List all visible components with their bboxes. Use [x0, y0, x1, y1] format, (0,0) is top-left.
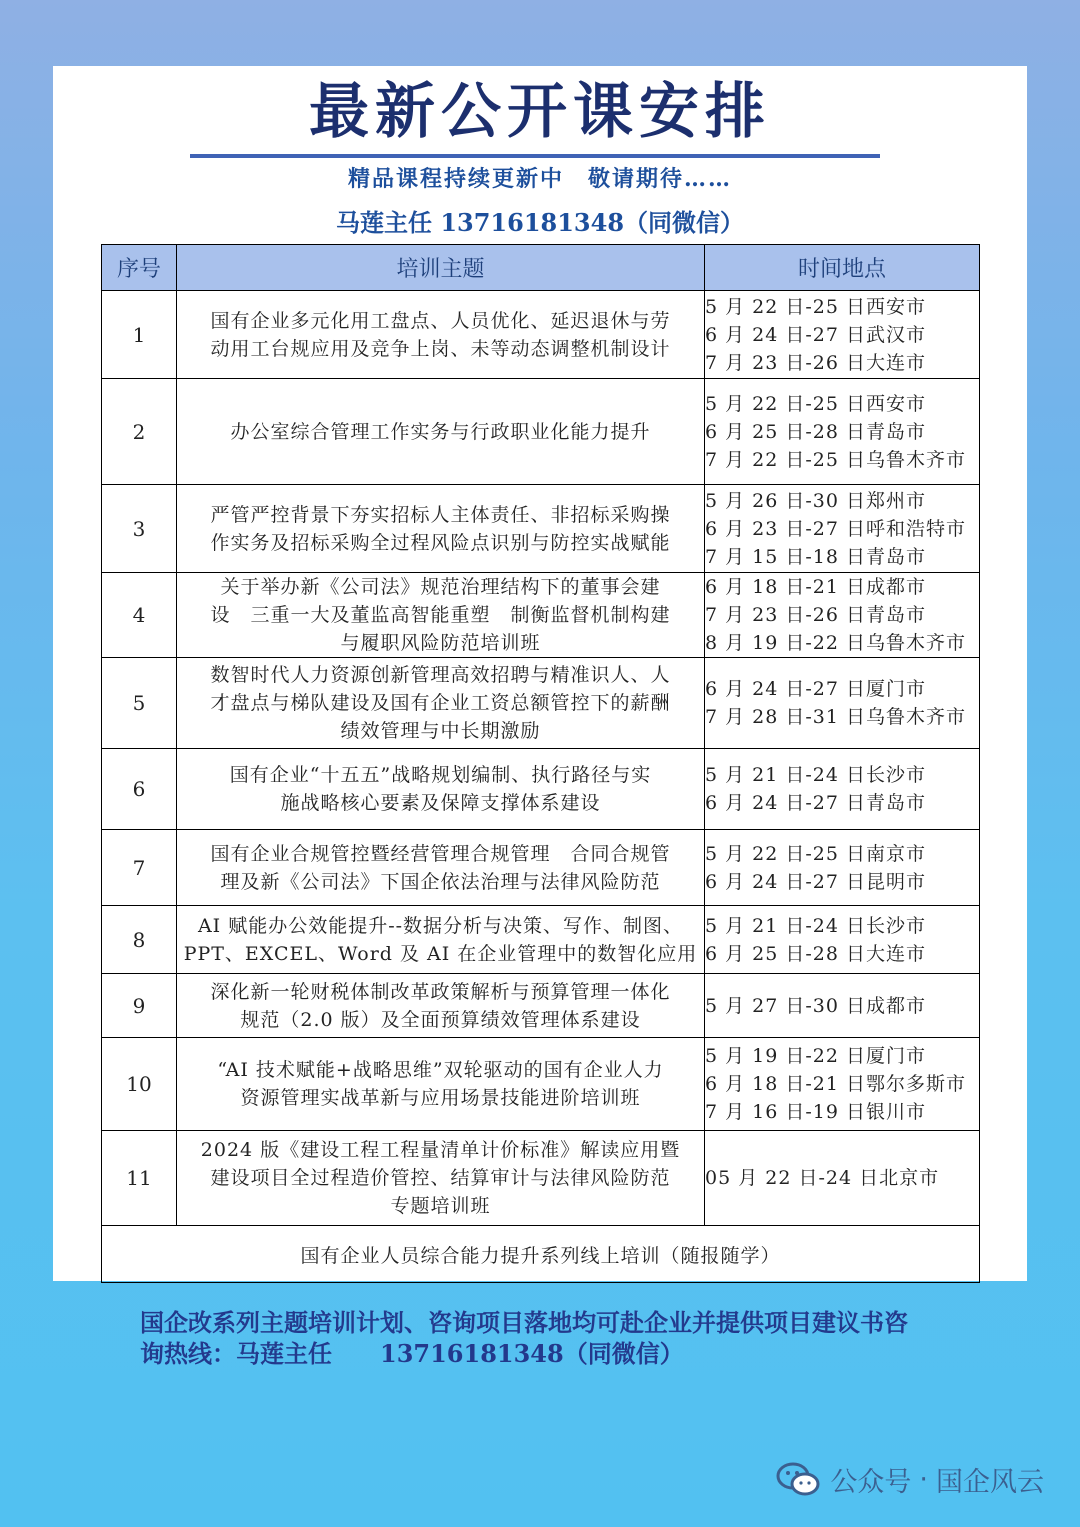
table-row [102, 830, 980, 906]
course-topic-line: 国有企业多元化用工盘点、人员优化、延迟退休与劳 [210, 309, 671, 332]
table-row [102, 906, 980, 974]
schedule-entry: 05 月 22 日-24 日北京市 [705, 1167, 940, 1189]
course-index: 7 [102, 830, 177, 906]
course-topic-line: 资源管理实战革新与应用场景技能进阶培训班 [240, 1087, 641, 1109]
course-schedule [705, 749, 980, 830]
course-topic-line: 绩效管理与中长期激励 [340, 720, 541, 742]
table-header-row [102, 245, 980, 291]
course-topic-line: 国有企业“十五五”战略规划编制、执行路径与实 [229, 764, 652, 786]
schedule-entry: 6 月 24 日-27 日青岛市 [705, 792, 927, 814]
online-training-note: 国有企业人员综合能力提升系列线上培训（随报随学） [102, 1226, 980, 1283]
course-schedule [705, 974, 980, 1038]
subtitle: 精品课程持续更新中 敬请期待…… [347, 166, 732, 192]
schedule-entry: 5 月 27 日-30 日成都市 [705, 994, 927, 1017]
course-topic-line: 专题培训班 [390, 1195, 491, 1217]
course-index: 2 [102, 379, 177, 485]
course-schedule [705, 1131, 980, 1226]
schedule-entry: 5 月 19 日-22 日厦门市 [705, 1045, 927, 1067]
course-schedule [705, 485, 980, 573]
course-topic [177, 1038, 705, 1131]
course-topic-line: 数智时代人力资源创新管理高效招聘与精准识人、人 [210, 664, 671, 686]
course-topic-line: 理及新《公司法》下国企依法治理与法律风险防范 [220, 870, 661, 893]
platform-label: 公众号 [830, 1467, 912, 1498]
table-row [102, 1038, 980, 1131]
account-brand [776, 1460, 1044, 1499]
contact-line: 马莲主任 13716181348（同微信） [335, 208, 745, 237]
consulting-note [140, 1307, 970, 1369]
course-topic-line: “AI 技术赋能+战略思维”双轮驱动的国有企业人力 [217, 1059, 664, 1081]
course-schedule [705, 658, 980, 749]
table-row [102, 485, 980, 573]
course-topic-line: 才盘点与梯队建设及国有企业工资总额管控下的薪酬 [210, 692, 671, 714]
course-topic-line: 作实务及招标采购全过程风险点识别与防控实战赋能 [210, 531, 671, 554]
title-divider [190, 154, 880, 158]
course-topic [177, 974, 705, 1038]
schedule-entry: 6 月 25 日-28 日大连市 [705, 942, 927, 965]
course-topic [177, 830, 705, 906]
schedule-entry: 7 月 28 日-31 日乌鲁木齐市 [705, 706, 967, 728]
schedule-entry: 6 月 24 日-27 日武汉市 [705, 323, 927, 346]
course-topic-line: 设 三重一大及董监高智能重塑 制衡监督机制构建 [210, 604, 671, 626]
schedule-entry: 6 月 18 日-21 日成都市 [705, 576, 927, 598]
column-header-topic: 培训主题 [177, 245, 705, 291]
course-schedule [705, 573, 980, 658]
table-row [102, 379, 980, 485]
separator-dot: · [919, 1464, 928, 1495]
course-topic-line: AI 赋能办公效能提升--数据分析与决策、写作、制图、 [197, 914, 684, 937]
course-topic [177, 379, 705, 485]
schedule-entry: 6 月 24 日-27 日昆明市 [705, 870, 927, 893]
schedule-entry: 5 月 21 日-24 日长沙市 [705, 914, 927, 937]
course-topic [177, 573, 705, 658]
table-row [102, 1131, 980, 1226]
schedule-entry: 6 月 18 日-21 日鄂尔多斯市 [705, 1073, 967, 1095]
course-topic [177, 291, 705, 379]
account-name: 国企风云 [936, 1467, 1044, 1498]
schedule-entry: 7 月 23 日-26 日青岛市 [705, 604, 927, 626]
course-schedule [705, 1038, 980, 1131]
wechat-icon [776, 1462, 820, 1498]
schedule-entry: 7 月 22 日-25 日乌鲁木齐市 [705, 448, 967, 471]
course-index: 6 [102, 749, 177, 830]
course-index: 5 [102, 658, 177, 749]
course-topic-line: 2024 版《建设工程工程量清单计价标准》解读应用暨 [200, 1139, 681, 1161]
schedule-table [101, 244, 980, 1283]
course-topic [177, 749, 705, 830]
schedule-entry: 6 月 25 日-28 日青岛市 [705, 420, 927, 443]
course-index: 1 [102, 291, 177, 379]
course-topic-line: 深化新一轮财税体制改革政策解析与预算管理一体化 [210, 980, 671, 1003]
course-schedule [705, 906, 980, 974]
schedule-entry: 6 月 24 日-27 日厦门市 [705, 678, 927, 700]
column-header-index: 序号 [102, 245, 177, 291]
course-index: 4 [102, 573, 177, 658]
table-row [102, 658, 980, 749]
course-topic [177, 906, 705, 974]
course-index: 11 [102, 1131, 177, 1226]
schedule-entry: 7 月 16 日-19 日银川市 [705, 1101, 927, 1123]
schedule-entry: 6 月 23 日-27 日呼和浩特市 [705, 517, 967, 540]
schedule-entry: 5 月 22 日-25 日西安市 [705, 392, 927, 415]
course-topic [177, 485, 705, 573]
schedule-entry: 8 月 19 日-22 日乌鲁木齐市 [705, 632, 967, 654]
course-index: 3 [102, 485, 177, 573]
course-schedule [705, 291, 980, 379]
course-topic-line: 施战略核心要素及保障支撑体系建设 [280, 792, 601, 814]
column-header-time-location: 时间地点 [705, 245, 980, 291]
course-topic-line: 严管严控背景下夯实招标人主体责任、非招标采购操 [210, 503, 671, 526]
course-schedule [705, 830, 980, 906]
course-topic [177, 658, 705, 749]
schedule-entry: 7 月 15 日-18 日青岛市 [705, 545, 927, 568]
course-topic-line: 办公室综合管理工作实务与行政职业化能力提升 [230, 420, 651, 443]
course-topic-line: 建设项目全过程造价管控、结算审计与法律风险防范 [210, 1167, 671, 1189]
page-title: 最新公开课安排 [309, 77, 771, 147]
course-topic-line: 规范（2.0 版）及全面预算绩效管理体系建设 [240, 1008, 641, 1031]
course-topic-line: 动用工台规应用及竞争上岗、未等动态调整机制设计 [210, 337, 671, 360]
consulting-note-line: 询热线：马莲主任 13716181348（同微信） [140, 1339, 684, 1368]
table-row [102, 573, 980, 658]
schedule-entry: 5 月 21 日-24 日长沙市 [705, 764, 927, 786]
table-row [102, 291, 980, 379]
course-schedule [705, 379, 980, 485]
schedule-entry: 5 月 22 日-25 日南京市 [705, 842, 927, 865]
course-index: 9 [102, 974, 177, 1038]
course-index: 10 [102, 1038, 177, 1131]
course-topic-line: 关于举办新《公司法》规范治理结构下的董事会建 [220, 576, 661, 598]
schedule-entry: 5 月 22 日-25 日西安市 [705, 295, 927, 318]
schedule-entry: 5 月 26 日-30 日郑州市 [705, 489, 927, 512]
table-row [102, 974, 980, 1038]
schedule-entry: 7 月 23 日-26 日大连市 [705, 351, 927, 374]
course-topic-line: 与履职风险防范培训班 [340, 632, 541, 654]
course-index: 8 [102, 906, 177, 974]
course-topic-line: PPT、EXCEL、Word 及 AI 在企业管理中的数智化应用 [183, 942, 698, 965]
footer-row [102, 1226, 980, 1283]
course-topic [177, 1131, 705, 1226]
table-row [102, 749, 980, 830]
course-topic-line: 国有企业合规管控暨经营管理合规管理 合同合规管 [210, 842, 671, 865]
consulting-note-line: 国企改系列主题培训计划、咨询项目落地均可赴企业并提供项目建议书咨 [140, 1308, 908, 1337]
